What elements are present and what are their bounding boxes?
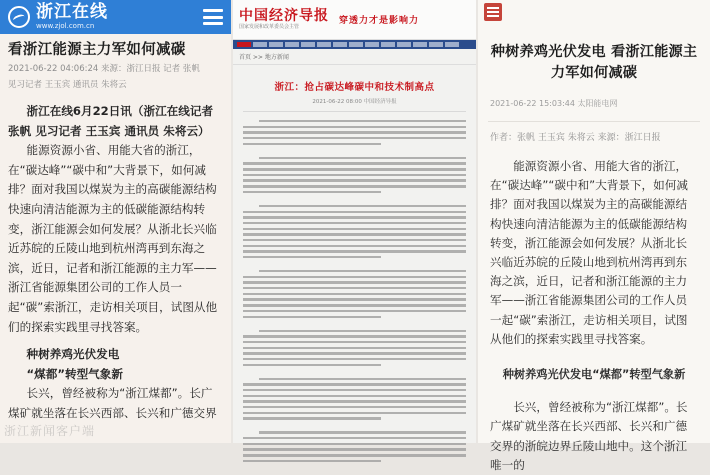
text-line <box>243 191 381 193</box>
text-line <box>243 389 466 391</box>
text-line <box>243 383 466 385</box>
text-line <box>243 448 466 450</box>
text-line <box>243 443 466 445</box>
zjol-article-body <box>0 96 231 430</box>
article-subhead: 种树养鸡光伏发电“煤都”转型气象新 <box>502 368 686 382</box>
hamburger-menu-icon[interactable] <box>484 3 502 21</box>
text-line <box>243 406 466 408</box>
paragraph-gap <box>243 197 466 202</box>
text-line <box>243 162 466 164</box>
hamburger-menu-icon[interactable] <box>203 9 223 25</box>
text-line <box>243 298 466 300</box>
text-line <box>243 287 466 289</box>
divider <box>243 111 466 112</box>
article-paragraph-tail: 长兴，曾经被称为“浙江煤都”。长广煤矿就坐落在长兴西部、长兴和广德交界 <box>8 386 217 420</box>
article-body-text-lines <box>233 120 476 462</box>
article-title: 看浙江能源主力军如何减碳 <box>8 42 186 58</box>
text-line <box>243 293 466 295</box>
paragraph-gap <box>243 369 466 374</box>
text-line <box>259 330 466 332</box>
zjol-brand-name: 浙江在线 <box>36 2 108 22</box>
text-line <box>243 179 466 181</box>
zjol-header-bar <box>0 0 231 34</box>
ceh-logo[interactable] <box>239 9 329 30</box>
text-line <box>243 310 466 312</box>
text-line <box>243 131 466 133</box>
article-paragraph-tail: 长兴，曾经被称为“浙江煤都”。长广煤矿就坐落在长兴西部、长兴和广德交界的浙皖边界丘陵山地中。这个浙江唯一的 <box>490 400 688 472</box>
text-line <box>259 157 466 159</box>
text-line <box>243 304 466 306</box>
article-date: 2021-06-22 15:03:44 太阳能电网 <box>490 99 618 108</box>
text-line <box>243 395 466 397</box>
text-line <box>243 437 466 439</box>
article-title: 种树养鸡光伏发电 看浙江能源主力军如何减碳 <box>490 44 698 81</box>
divider <box>488 121 700 122</box>
text-line <box>243 143 381 145</box>
article-paragraph: 能源资源小省、用能大省的浙江，在“碳达峰”“碳中和”大背景下，如何减排？面对我国以煤炭为主的高碳能源结构快速向清洁能源为主的低碳能源结构转变，浙江能源会如何发展？从浙北长兴临近苏皖的丘陵山地到杭州湾再到东海之滨，近日，记者和浙江能源的主力军——浙江省能源集团公司的工作人员一起“碳”索浙江，走访相关项目，试图从他们的探索实践里寻找答案。 <box>490 159 688 346</box>
article-title: 浙江：抢占碳达峰碳中和技术制高点 <box>274 82 435 93</box>
text-line <box>243 412 466 414</box>
text-line <box>243 126 466 128</box>
text-line <box>259 378 466 380</box>
zjol-brand-domain: www.zjol.com.cn <box>36 22 95 30</box>
article-author: 作者：张帆 王玉宾 朱将云 来源：浙江日报 <box>490 133 661 143</box>
text-line <box>243 239 466 241</box>
paragraph-gap <box>243 423 466 428</box>
text-line <box>243 222 466 224</box>
ceh-logo-text: 中国经济导报 <box>239 8 329 24</box>
text-line <box>243 460 381 462</box>
article-date: 2021-06-22 08:00 中国经济导报 <box>312 99 397 105</box>
text-line <box>243 276 466 278</box>
ceh-article-panel <box>233 0 476 443</box>
article-meta-line2: 见习记者 王玉宾 通讯员 朱将云 <box>8 80 127 90</box>
text-line <box>243 281 466 283</box>
text-line <box>243 174 466 176</box>
text-line <box>243 250 466 252</box>
text-line <box>243 316 381 318</box>
ceh-nav-bar[interactable] <box>233 40 476 49</box>
paragraph-gap <box>243 321 466 326</box>
article-lead: 浙江在线6月22日讯（浙江在线记者 张帆 见习记者 王玉宾 通讯员 朱将云） <box>8 104 214 138</box>
text-line <box>259 431 466 433</box>
text-line <box>243 335 466 337</box>
text-line <box>243 454 466 456</box>
text-line <box>243 228 466 230</box>
text-line <box>243 168 466 170</box>
text-line <box>243 256 381 258</box>
text-line <box>243 358 466 360</box>
paragraph-gap <box>243 148 466 153</box>
text-line <box>243 352 466 354</box>
article-paragraph: 能源资源小省、用能大省的浙江，在“碳达峰”“碳中和”大背景下，如何减排？面对我国以煤炭为主的高碳能源结构快速向清洁能源为主的低碳能源结构转变，浙江能源会如何发展？从浙北长兴临近苏皖的丘陵山地到杭州湾再到东海之滨，近日，记者和浙江能源的主力军——浙江省能源集团公司的工作人员一起“碳”索浙江，走访相关项目，试图从他们的探索实践里寻找答案。 <box>8 143 218 334</box>
ceh-slogan: 穿透力才是影响力 <box>339 16 420 26</box>
article-meta-line1: 2021-06-22 04:06:24 来源：浙江日报 记者 张帆 <box>8 64 200 74</box>
zjol-brand[interactable] <box>36 4 108 30</box>
zjol-article-header <box>0 34 231 96</box>
solar-grid-article-panel <box>478 0 710 472</box>
ceh-title-block <box>243 79 466 105</box>
text-line <box>243 216 466 218</box>
paragraph-gap <box>243 262 466 267</box>
text-line <box>243 245 466 247</box>
text-line <box>243 233 466 235</box>
text-line <box>259 270 466 272</box>
article-subhead-line1: 种树养鸡光伏发电 <box>26 347 120 362</box>
zjol-article-panel <box>0 0 231 443</box>
text-line <box>243 341 466 343</box>
text-line <box>259 205 466 207</box>
article-body <box>478 143 710 475</box>
text-line <box>243 400 466 402</box>
p3-header <box>478 0 710 24</box>
ceh-logo-subtitle: 国家发展和改革委员会主管 <box>239 24 300 30</box>
ceh-masthead <box>233 0 476 40</box>
text-line <box>243 364 381 366</box>
article-subhead-line2: “煤都”转型气象新 <box>26 366 123 381</box>
breadcrumb[interactable]: 首页 >> 地方新闻 <box>233 49 476 65</box>
zjol-logo-icon[interactable] <box>8 6 30 28</box>
text-line <box>243 211 466 213</box>
text-line <box>243 137 466 139</box>
text-line <box>243 417 381 419</box>
text-line <box>243 185 466 187</box>
client-watermark: 浙江新闻客户端 <box>4 424 96 438</box>
text-line <box>243 347 466 349</box>
text-line <box>259 120 466 122</box>
